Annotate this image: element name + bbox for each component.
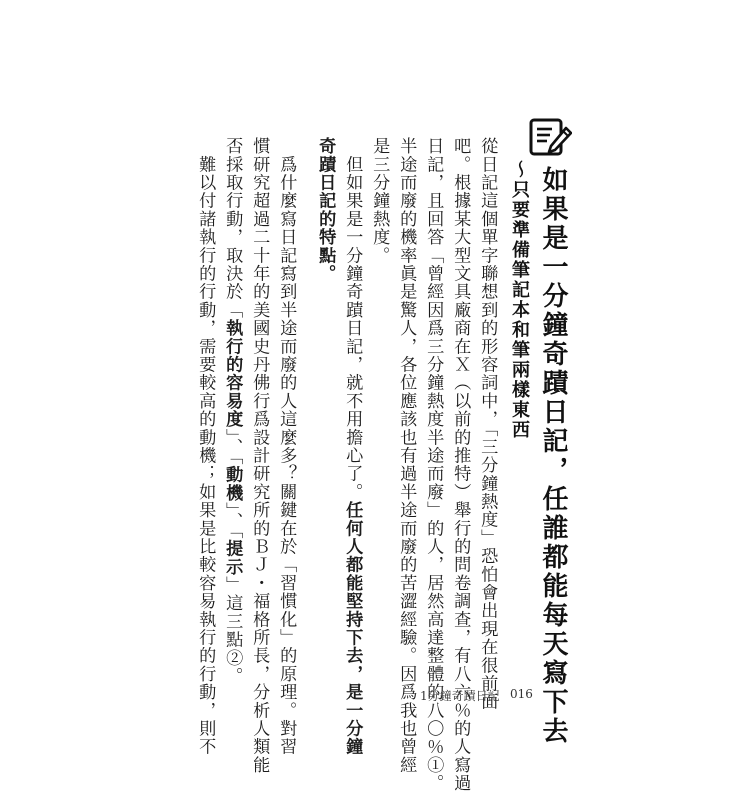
body-line-10-prompt: 提示 (222, 539, 243, 576)
body-line-10 (222, 137, 243, 686)
body-line-2: 吧。根據某大型文具廠商在Ｘ（以前的推特）舉行的問卷調查，有八六％的人寫過 (450, 137, 471, 792)
page-subtitle: ～只要準備筆記本和筆兩樣東西 (509, 160, 530, 440)
body-line-3: 日記，且回答「曾經因爲三分鐘熱度半途而廢」的人，居然高達整體的八〇％①。 (423, 137, 444, 792)
body-line-10-g: 」這三點②。 (222, 575, 243, 686)
body-line-6-text: 但如果是一分鐘奇蹟日記，就不用擔心了。 (342, 137, 363, 501)
notebook-pen-icon (528, 116, 572, 160)
running-footer-title: 1分鐘奇蹟日記 (420, 689, 500, 703)
page-number: 016 (510, 687, 533, 701)
body-line-10-motivation: 動機 (222, 465, 243, 503)
body-line-7-emphasis: 奇蹟日記的特點。 (315, 137, 336, 283)
body-line-6 (342, 137, 363, 756)
page-title: 如果是一分鐘奇蹟日記，任誰都能每天寫下去 (538, 166, 568, 746)
body-line-10-a: 否採取行動，取決於「 (222, 137, 243, 319)
body-line-8: 爲什麼寫日記寫到半途而廢的人這麼多？關鍵在於「習慣化」的原理。對習 (276, 137, 297, 756)
body-line-7 (315, 137, 336, 283)
body-line-1: 從日記這個單字聯想到的形容詞中，「三分鐘熱度」恐怕會出現在很前面 (477, 137, 498, 711)
body-line-6-emphasis: 任何人都能堅持下去，是一分鐘 (342, 501, 363, 756)
body-line-9: 慣研究超過二十年的美國史丹佛行爲設計研究所的ＢＪ・福格所長，分析人類能 (249, 137, 270, 774)
body-line-5: 是三分鐘熱度。 (369, 137, 390, 265)
body-line-10-e: 」、「 (222, 502, 243, 540)
body-line-10-ease: 執行的容易度 (222, 319, 243, 429)
body-line-11: 難以付諸執行的行動，需要較高的動機；如果是比較容易執行的行動，則不 (195, 137, 216, 756)
body-line-10-c: 」、「 (222, 428, 243, 466)
body-line-4: 半途而廢的機率眞是驚人，各位應該也有過半途而廢的苦澀經驗。因爲我也曾經 (396, 137, 417, 774)
